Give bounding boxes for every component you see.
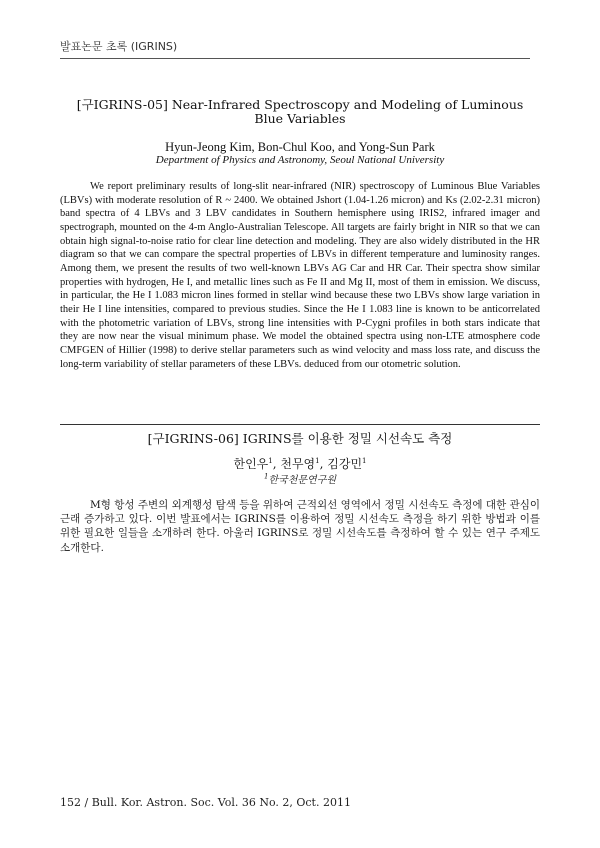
- running-title: 발표논문 초록 (IGRINS): [60, 40, 178, 53]
- paper1-title: [60, 98, 540, 126]
- paper2-author-name: 천무영: [280, 457, 316, 471]
- paper2-author-sup: 1: [362, 457, 367, 465]
- section-divider: [60, 424, 540, 425]
- paper2-affiliation-sup: 1: [263, 472, 269, 481]
- page-footer: 152 / Bull. Kor. Astron. Soc. Vol. 36 No. 2, Oct. 2011: [60, 796, 351, 809]
- paper1-affiliation: Department of Physics and Astronomy, Seoul National University: [155, 154, 445, 166]
- paper1-title-line1: [구IGRINS-05] Near-Infrared Spectroscopy and Modeling of Luminous: [76, 97, 524, 112]
- paper2-title: [구IGRINS-06] IGRINS를 이용한 정밀 시선속도 측정: [147, 431, 453, 446]
- paper1-authors: Hyun-Jeong Kim, Bon-Chul Koo, and Yong-Sun Park: [165, 140, 435, 154]
- author-separator: ,: [272, 457, 281, 471]
- paper2-authors: [60, 455, 540, 472]
- paper2-author-name: 김강민: [327, 457, 363, 471]
- running-header: [60, 38, 530, 59]
- paper2-abstract: M형 항성 주변의 외계행성 탐색 등을 위하여 근적외선 영역에서 정밀 시선속도 측정에 대한 관심이 근래 증가하고 있다. 이번 발표에서는 IGRINS를 이용하여 정밀 시선속도 측정을 하기 위한 방법과 이를 위한 필요한 일들을 소개하려 한다. 아울러 IGRINS로 정밀 시선속도를 측정하여 할 수 있는 연구 주제도 소개한다.: [60, 499, 540, 554]
- paper2-author-name: 한인우: [233, 457, 269, 471]
- paper1-title-line2: Blue Variables: [254, 111, 346, 126]
- paper2-author-sup: 1: [268, 457, 273, 465]
- paper2-affiliation: [60, 471, 540, 486]
- paper1-abstract: We report preliminary results of long-slit near-infrared (NIR) spectroscopy of Luminous Blue Variables (LBVs) with moderate resolution of R ~ 2400. We obtained Jshort (1.04-1.26 micron) and Ks (2.02-2.31 micron) band spectra of 4 LBVs and 3 LBV candidates in Southern hemisphere using IRIS2, infrared imager and spectrograph, mounted on the 4-m Anglo-Australian Telescope. All targets are fairly bright in NIR so that we can obtain high signal-to-noise ratio for clear line detection and modeling. They are also widely distributed in the HR diagram so that we can compare the spectral properties of LBVs in different temperature and luminosity ranges. Among them, we present the results of two well-known LBVs AG Car and HR Car. Their spectra show similar properties with hydrogen, He I, and metallic lines such as Fe II and Mg II, most of them in emission. We discuss, in particular, the He I 1.083 micron lines formed in stellar wind because these two LBVs show large variation in their He I line intensities, compared to previous studies. Since the He I 1.083 line is known to be anticorrelated with the photometric variation of LBVs, strong line intensities with P-Cygni profiles in both stars indicate that they are now near the visual minimum phase. We model the obtained spectra using non-LTE atmosphere code CMFGEN of Hillier (1998) to derive stellar parameters such as wind velocity and mass loss rate, and discuss the long-term variability of stellar parameters of these LBVs. deduced from our otometric solution.: [60, 181, 540, 370]
- paper2-affiliation-text: 한국천문연구원: [268, 475, 337, 486]
- paper2-author-sup: 1: [315, 457, 320, 465]
- author-separator: ,: [319, 457, 328, 471]
